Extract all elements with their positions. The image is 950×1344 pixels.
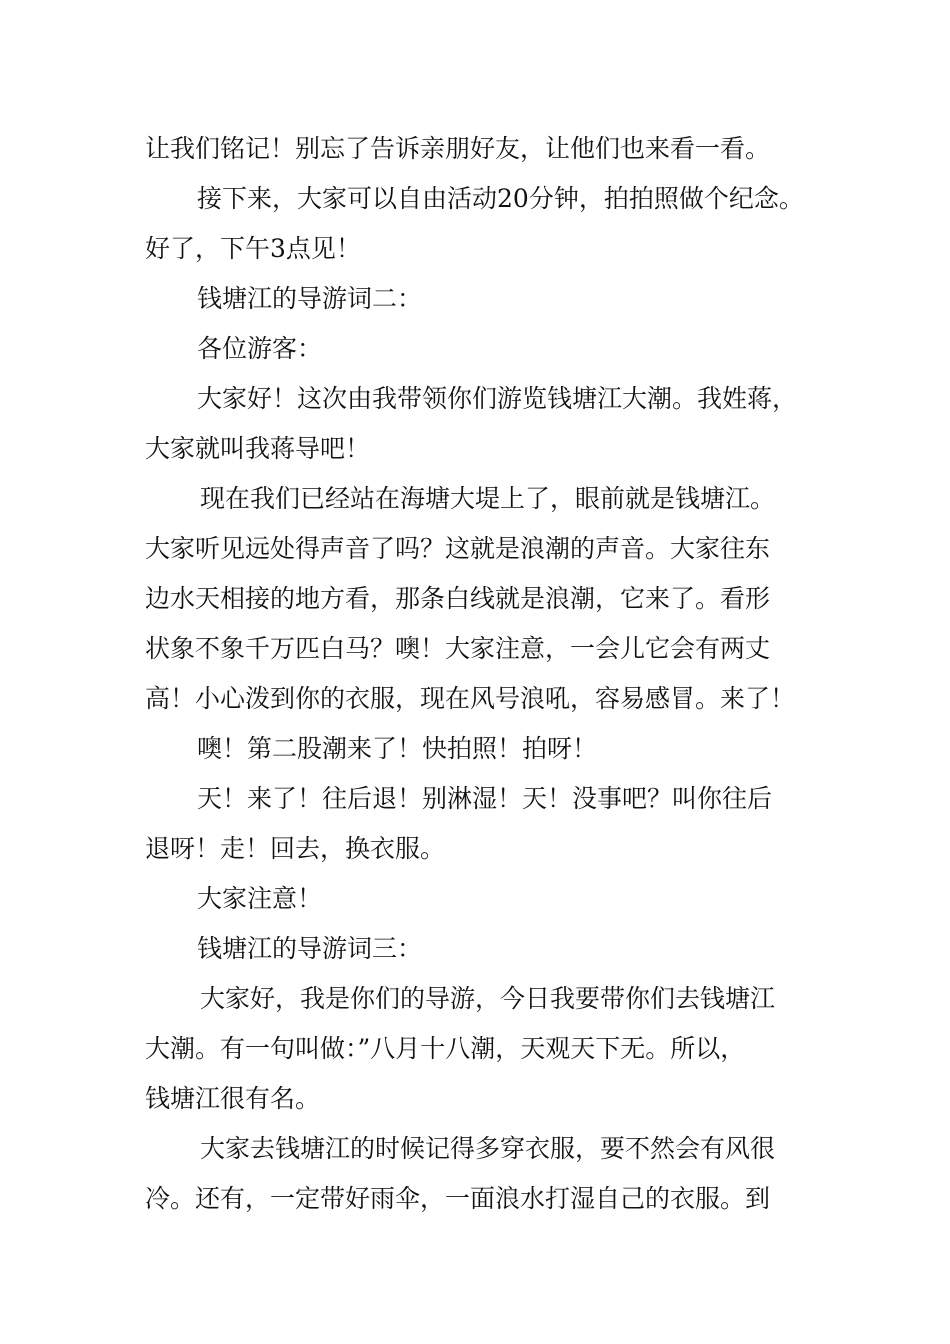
line-text: 接下来，大家可以自由活动20分钟，拍拍照做个纪念。 [197,184,804,213]
line-text: 让我们铭记！别忘了告诉亲朋好友，让他们也来看一看。 [145,134,771,163]
line-text: 高！小心泼到你的衣服，现在风号浪吼，容易感冒。来了！ [145,684,796,713]
line-text: 退呀！走！回去，换衣服。 [145,834,446,863]
text-line [0,529,950,569]
text-line [0,879,950,919]
line-text: 大家好，我是你们的导游，今日我要带你们去钱塘江 [200,984,776,1013]
text-line [0,1079,950,1119]
line-text: 大家就叫我蒋导吧！ [145,434,371,463]
line-text: 钱塘江很有名。 [145,1084,321,1113]
text-line [0,579,950,619]
line-text: 大家好！这次由我带领你们游览钱塘江大潮。我姓蒋， [197,384,798,413]
line-text: 现在我们已经站在海塘大堤上了，眼前就是钱塘江。 [200,484,776,513]
line-text: 大潮。有一句叫做：”八月十八潮，天观天下无。所以， [145,1034,746,1063]
line-text: 好了，下午3点见！ [145,234,361,263]
text-line [0,179,950,219]
text-line [0,279,950,319]
line-text: 天！来了！往后退！别淋湿！天！没事吧？叫你往后 [197,784,773,813]
text-line [0,929,950,969]
text-line [0,1029,950,1069]
text-line [0,829,950,869]
text-line [0,729,950,769]
line-text: 边水天相接的地方看，那条白线就是浪潮，它来了。看形 [145,584,771,613]
text-line [0,429,950,469]
text-line [0,229,950,269]
section-heading: 钱塘江的导游词三： [197,934,423,963]
text-line [0,329,950,369]
text-line [0,979,950,1019]
text-line [0,679,950,719]
line-text: 冷。还有，一定带好雨伞，一面浪水打湿自己的衣服。到 [145,1184,771,1213]
line-text: 状象不象千万匹白马？噢！大家注意，一会儿它会有两丈 [145,634,771,663]
section-heading: 钱塘江的导游词二： [197,284,423,313]
line-text: 大家听见远处得声音了吗？这就是浪潮的声音。大家往东 [145,534,771,563]
line-text: 大家去钱塘江的时候记得多穿衣服，要不然会有风很 [200,1134,776,1163]
text-line [0,1129,950,1169]
text-line [0,629,950,669]
text-line [0,479,950,519]
text-line [0,379,950,419]
line-text: 噢！第二股潮来了！快拍照！拍呀！ [197,734,598,763]
line-text: 大家注意！ [197,884,323,913]
line-text: 各位游客： [197,334,323,363]
text-line [0,779,950,819]
text-line [0,1179,950,1219]
text-line [0,129,950,169]
